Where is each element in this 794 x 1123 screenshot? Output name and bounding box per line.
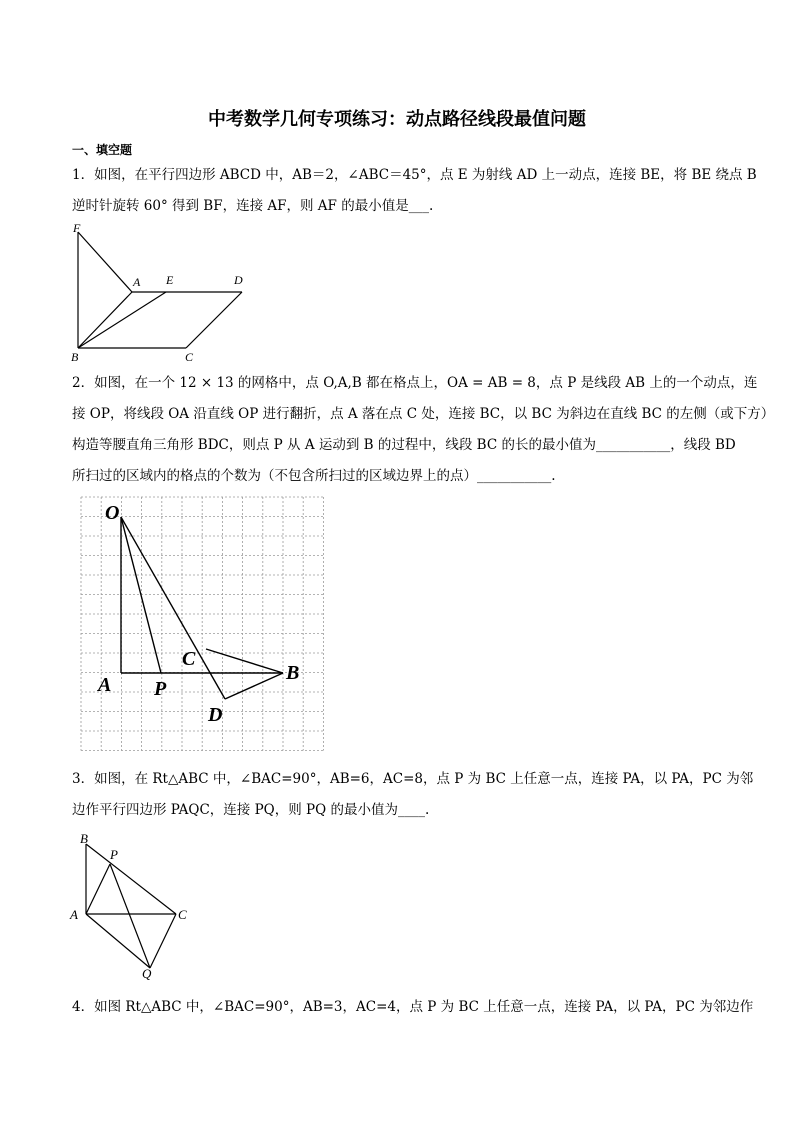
fig3-label-q: Q	[142, 966, 152, 980]
fig3-label-c: C	[178, 907, 187, 922]
fig1-label-e: E	[166, 273, 174, 287]
fig3-label-b: B	[80, 831, 88, 846]
question-2-line-3: 构造等腰直角三角形 BDC，则点 P 从 A 运动到 B 的过程中，线段 BC 的长的最小值为___________，线段 BD	[72, 437, 736, 453]
question-3-line-1: 3．如图，在 Rt△ABC 中，∠BAC=90°，AB=6，AC=8，点 P 为 BC 上任意一点，连接 PA，以 PA，PC 为邻	[72, 771, 754, 787]
fig3-label-a: A	[70, 907, 78, 922]
question-2	[72, 368, 775, 492]
fig3-label-p: P	[110, 847, 118, 862]
fig1-label-a: A	[133, 275, 141, 289]
fig2-label-p: P	[154, 678, 167, 700]
question-4	[72, 992, 754, 1023]
question-1	[72, 160, 757, 222]
fig2-label-c: C	[182, 648, 196, 670]
fig2-label-b: B	[286, 662, 300, 684]
fig1-label-c: C	[185, 350, 194, 364]
section-heading: 一、填空题	[72, 143, 133, 157]
question-1-line-2: 逆时针旋转 60° 得到 BF，连接 AF，则 AF 的最小值是___.	[72, 198, 434, 214]
question-2-line-1: 2．如图，在一个 12 × 13 的网格中，点 O,A,B 都在格点上，OA = AB = 8，点 P 是线段 AB 上的一个动点，连	[72, 375, 758, 391]
question-2-line-4: 所扫过的区域内的格点的个数为（不包含所扫过的区域边界上的点）___________.	[72, 468, 556, 484]
fig1-label-b: B	[71, 350, 79, 364]
question-2-line-2: 接 OP，将线段 OA 沿直线 OP 进行翻折，点 A 落在点 C 处，连接 BC，以 BC 为斜边在直线 BC 的左侧（或下方）	[72, 406, 775, 422]
fig1-label-f: F	[73, 221, 81, 235]
fig2-label-d: D	[208, 704, 223, 726]
question-1-line-1: 1．如图，在平行四边形 ABCD 中，AB＝2，∠ABC＝45°，点 E 为射线 AD 上一动点，连接 BE，将 BE 绕点 B	[72, 167, 757, 183]
fig2-label-o: O	[105, 502, 120, 524]
fig2-label-a: A	[98, 674, 112, 696]
question-4-line-1: 4．如图 Rt△ABC 中，∠BAC=90°，AB=3，AC=4，点 P 为 BC 上任意一点，连接 PA，以 PA，PC 为邻边作	[72, 999, 754, 1015]
question-3	[72, 764, 754, 826]
page-title: 中考数学几何专项练习：动点路径线段最值问题	[208, 109, 586, 130]
figure-right-triangle	[68, 828, 198, 980]
figure-parallelogram	[68, 220, 258, 365]
figure-grid	[78, 495, 330, 757]
fig1-label-d: D	[234, 273, 243, 287]
question-3-line-2: 边作平行四边形 PAQC，连接 PQ，则 PQ 的最小值为____.	[72, 802, 430, 818]
